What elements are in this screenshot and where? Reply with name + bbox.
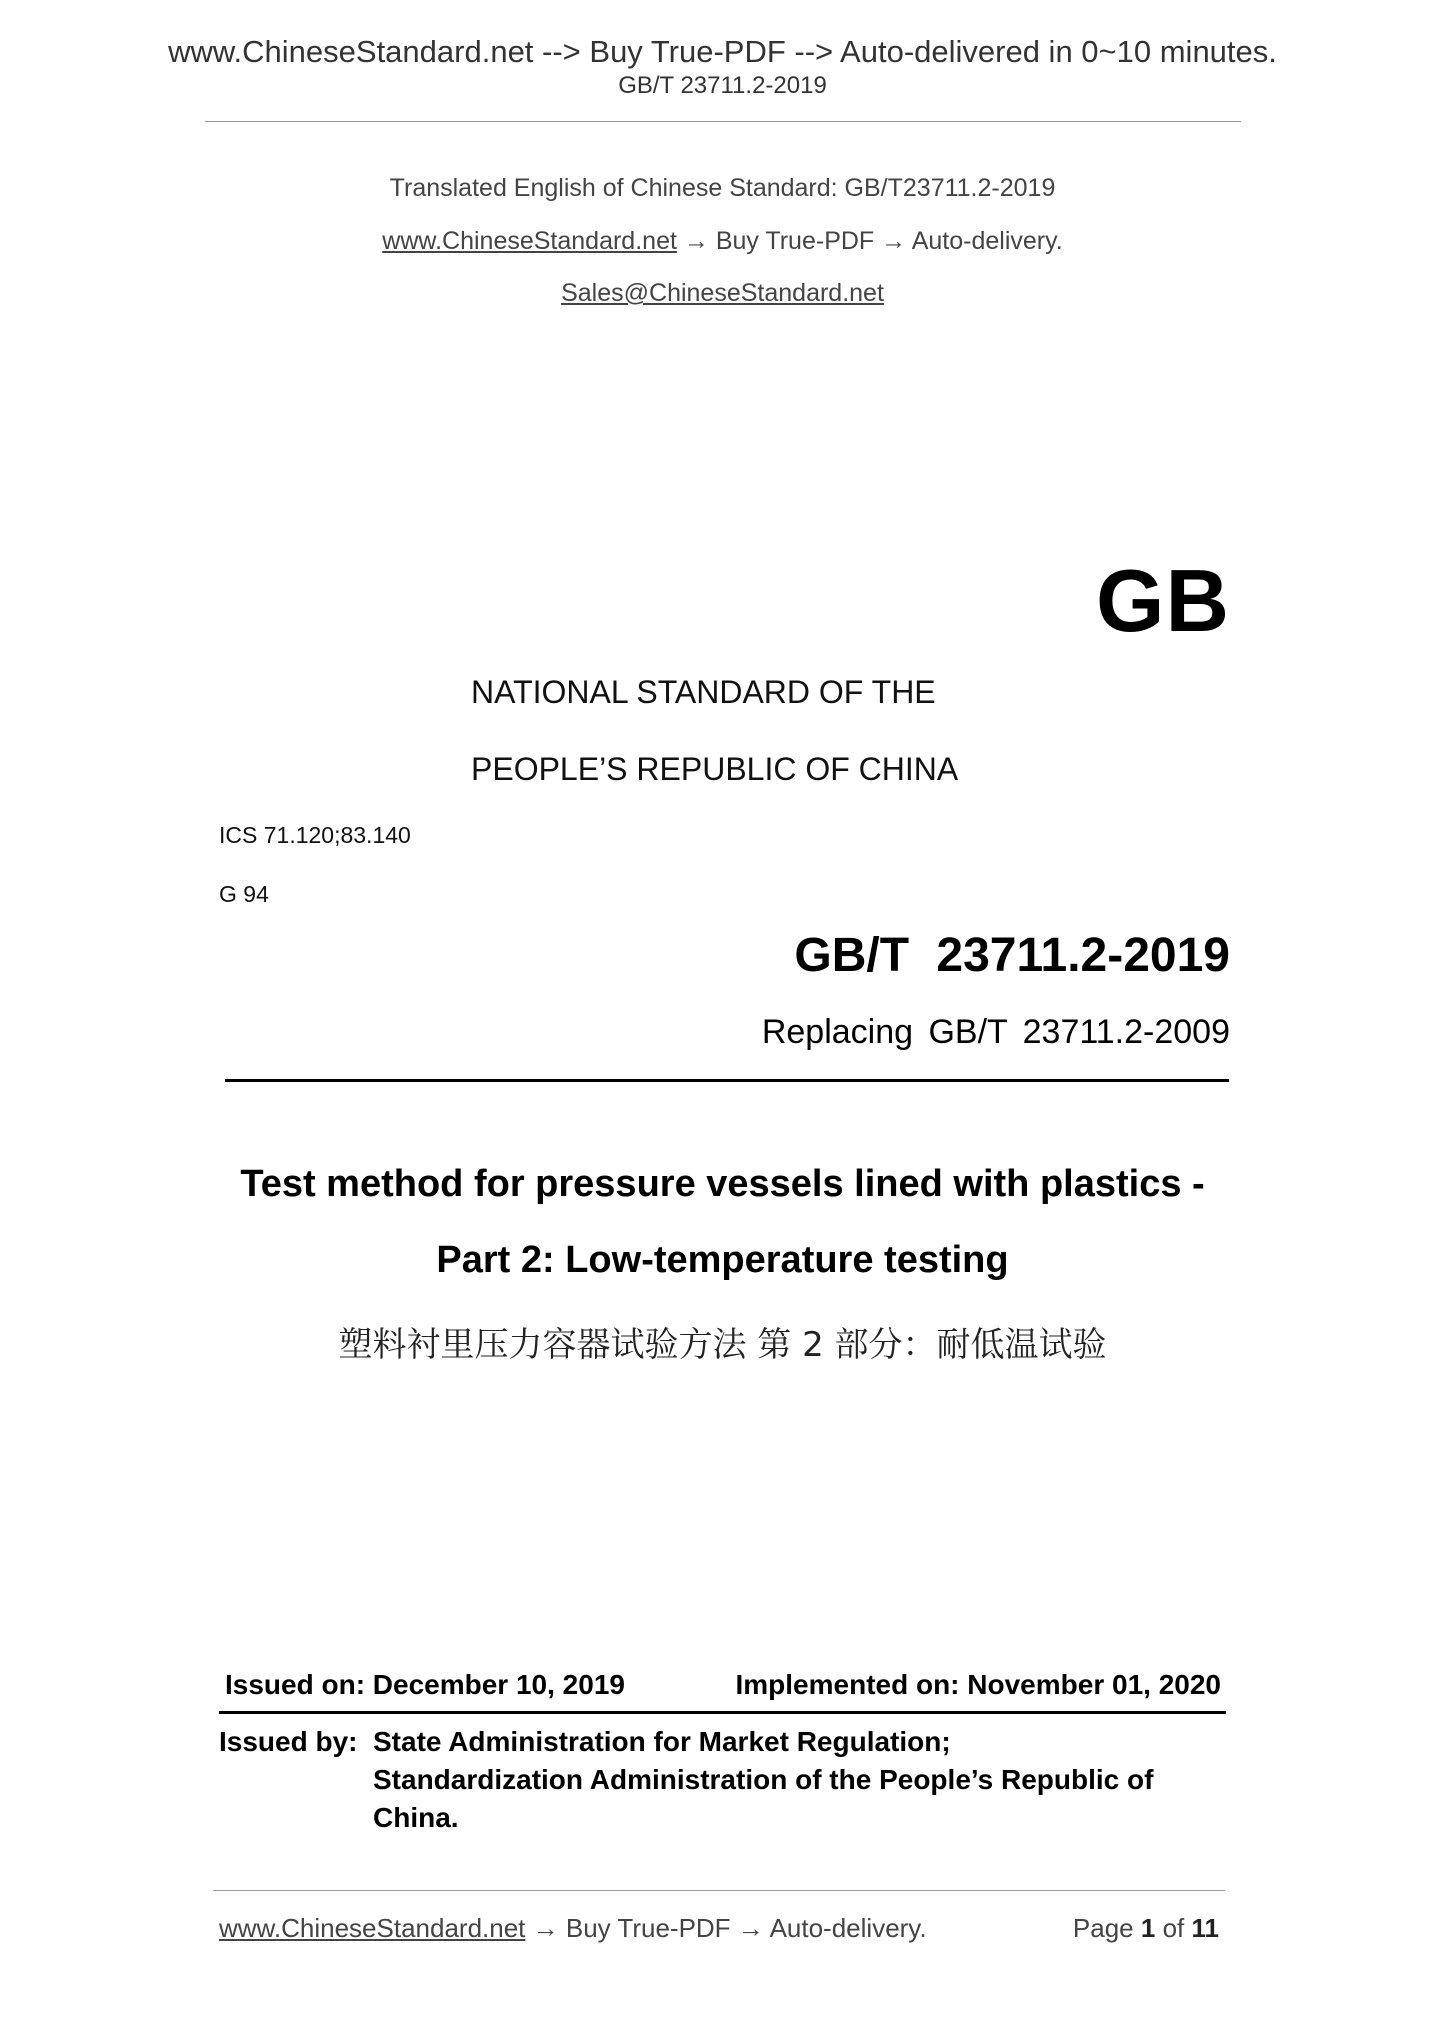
gb-mark: GB [1096, 551, 1230, 650]
running-header-code: GB/T 23711.2-2019 [618, 72, 827, 99]
issued-divider [219, 1711, 1226, 1714]
implemented-on-date: Implemented on: November 01, 2020 [735, 1669, 1221, 1700]
translated-note: Translated English of Chinese Standard: GB/T23711.2-2019 [389, 174, 1056, 202]
issued-on-date: Issued on: December 10, 2019 [225, 1669, 625, 1700]
sales-line [0, 279, 1445, 308]
footer-delivery-text: → Buy True-PDF → Auto-delivery. [525, 1913, 927, 1943]
national-standard-line2: PEOPLE’S REPUBLIC OF CHINA [471, 751, 959, 787]
issued-by-line1: State Administration for Market Regulation; [373, 1726, 951, 1757]
page-total: 11 [1191, 1913, 1219, 1943]
top-banner: www.ChineseStandard.net --> Buy True-PDF --> Auto-delivered in 0~10 minutes. [168, 34, 1277, 69]
national-standard-line1: NATIONAL STANDARD OF THE [471, 674, 936, 710]
page-current: 1 [1140, 1913, 1156, 1943]
standard-code: GB/T 23711.2-2019 [794, 929, 1230, 982]
page-of: of [1162, 1913, 1185, 1943]
footer-site-link[interactable]: www.ChineseStandard.net [219, 1913, 526, 1943]
ccs-code: G 94 [219, 881, 269, 907]
sales-email-link[interactable]: Sales@ChineseStandard.net [561, 279, 884, 307]
ics-code: ICS 71.120;83.140 [219, 822, 411, 848]
title-chinese: 塑料衬里压力容器试验方法 第 2 部分：耐低温试验 [338, 1325, 1107, 1365]
page-label: Page [1072, 1913, 1134, 1943]
page-indicator [1073, 1913, 1219, 1944]
title-line2: Part 2: Low-temperature testing [436, 1239, 1009, 1281]
issued-by-label: Issued by: [219, 1726, 358, 1757]
title-divider [225, 1079, 1229, 1082]
delivery-text: → Buy True-PDF → Auto-delivery. [676, 227, 1063, 255]
issued-by-line2: Standardization Administration of the People’s Republic of [373, 1764, 1154, 1795]
title-line1: Test method for pressure vessels lined with plastics - [240, 1163, 1205, 1205]
site-link[interactable]: www.ChineseStandard.net [382, 227, 677, 255]
replacing-code: Replacing GB/T 23711.2-2009 [761, 1013, 1230, 1051]
footer-delivery-line [219, 1913, 927, 1944]
header-divider [205, 121, 1241, 122]
delivery-line [0, 227, 1445, 256]
footer-divider [213, 1890, 1225, 1891]
issued-by-line3: China. [373, 1802, 459, 1833]
